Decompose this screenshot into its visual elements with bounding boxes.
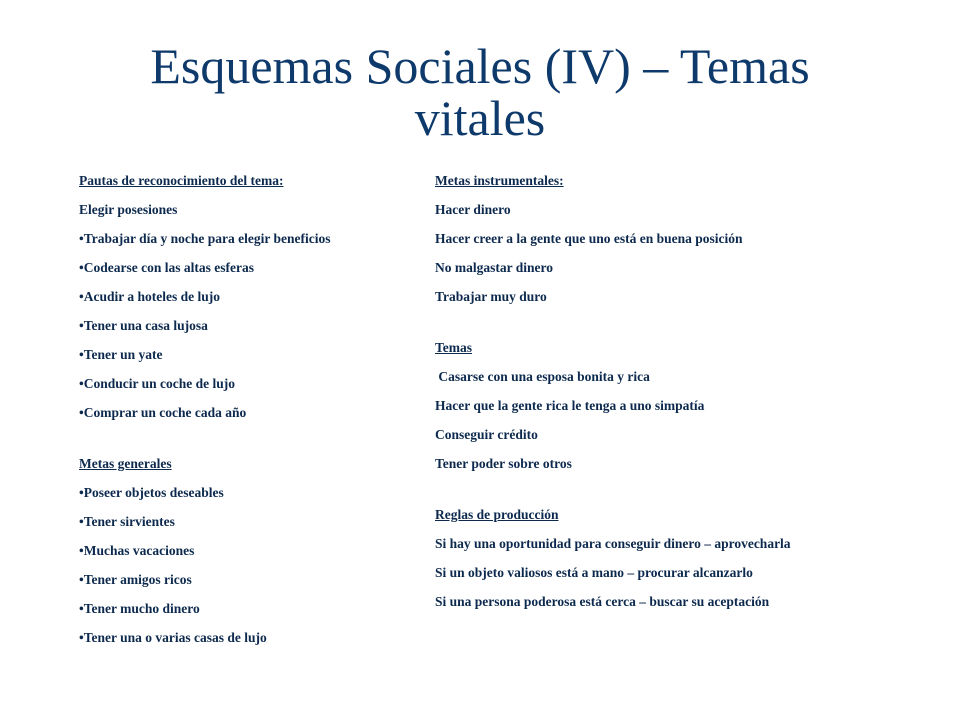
list-item: Si una persona poderosa está cerca – buscar su aceptación [435, 594, 770, 609]
section-heading-temas: Temas [435, 340, 473, 355]
section-heading-metas-instrumentales: Metas instrumentales: [435, 173, 564, 188]
section-heading-pautas: Pautas de reconocimiento del tema: [79, 173, 284, 188]
list-item: •Tener un yate [79, 347, 163, 362]
list-item: •Trabajar día y noche para elegir beneficios [79, 231, 331, 246]
list-item: •Tener una casa lujosa [79, 318, 208, 333]
list-item: Si hay una oportunidad para conseguir dinero – aprovecharla [435, 536, 791, 551]
section-heading-metas-generales: Metas generales [79, 456, 172, 471]
list-item: Si un objeto valiosos está a mano – procurar alcanzarlo [435, 565, 753, 580]
list-item: •Codearse con las altas esferas [79, 260, 254, 275]
list-item: Tener poder sobre otros [435, 456, 572, 471]
list-item: •Acudir a hoteles de lujo [79, 289, 220, 304]
list-item: Casarse con una esposa bonita y rica [435, 369, 650, 384]
list-item: Trabajar muy duro [435, 289, 547, 304]
left-column [79, 172, 394, 658]
list-item: •Muchas vacaciones [79, 543, 195, 558]
list-item: Elegir posesiones [79, 202, 178, 217]
list-item: Hacer creer a la gente que uno está en buena posición [435, 231, 743, 246]
list-item: No malgastar dinero [435, 260, 553, 275]
list-item: Conseguir crédito [435, 427, 538, 442]
list-item: •Tener mucho dinero [79, 601, 200, 616]
list-item: •Tener sirvientes [79, 514, 175, 529]
list-item: •Comprar un coche cada año [79, 405, 247, 420]
section-heading-reglas: Reglas de producción [435, 507, 559, 522]
right-column [435, 172, 791, 622]
list-item: •Poseer objetos deseables [79, 485, 224, 500]
list-item: •Conducir un coche de lujo [79, 376, 235, 391]
list-item: Hacer dinero [435, 202, 511, 217]
list-item: •Tener amigos ricos [79, 572, 192, 587]
list-item: Hacer que la gente rica le tenga a uno simpatía [435, 398, 705, 413]
list-item: •Tener una o varias casas de lujo [79, 630, 267, 645]
page-title: Esquemas Sociales (IV) – Temas vitales [150, 38, 810, 146]
